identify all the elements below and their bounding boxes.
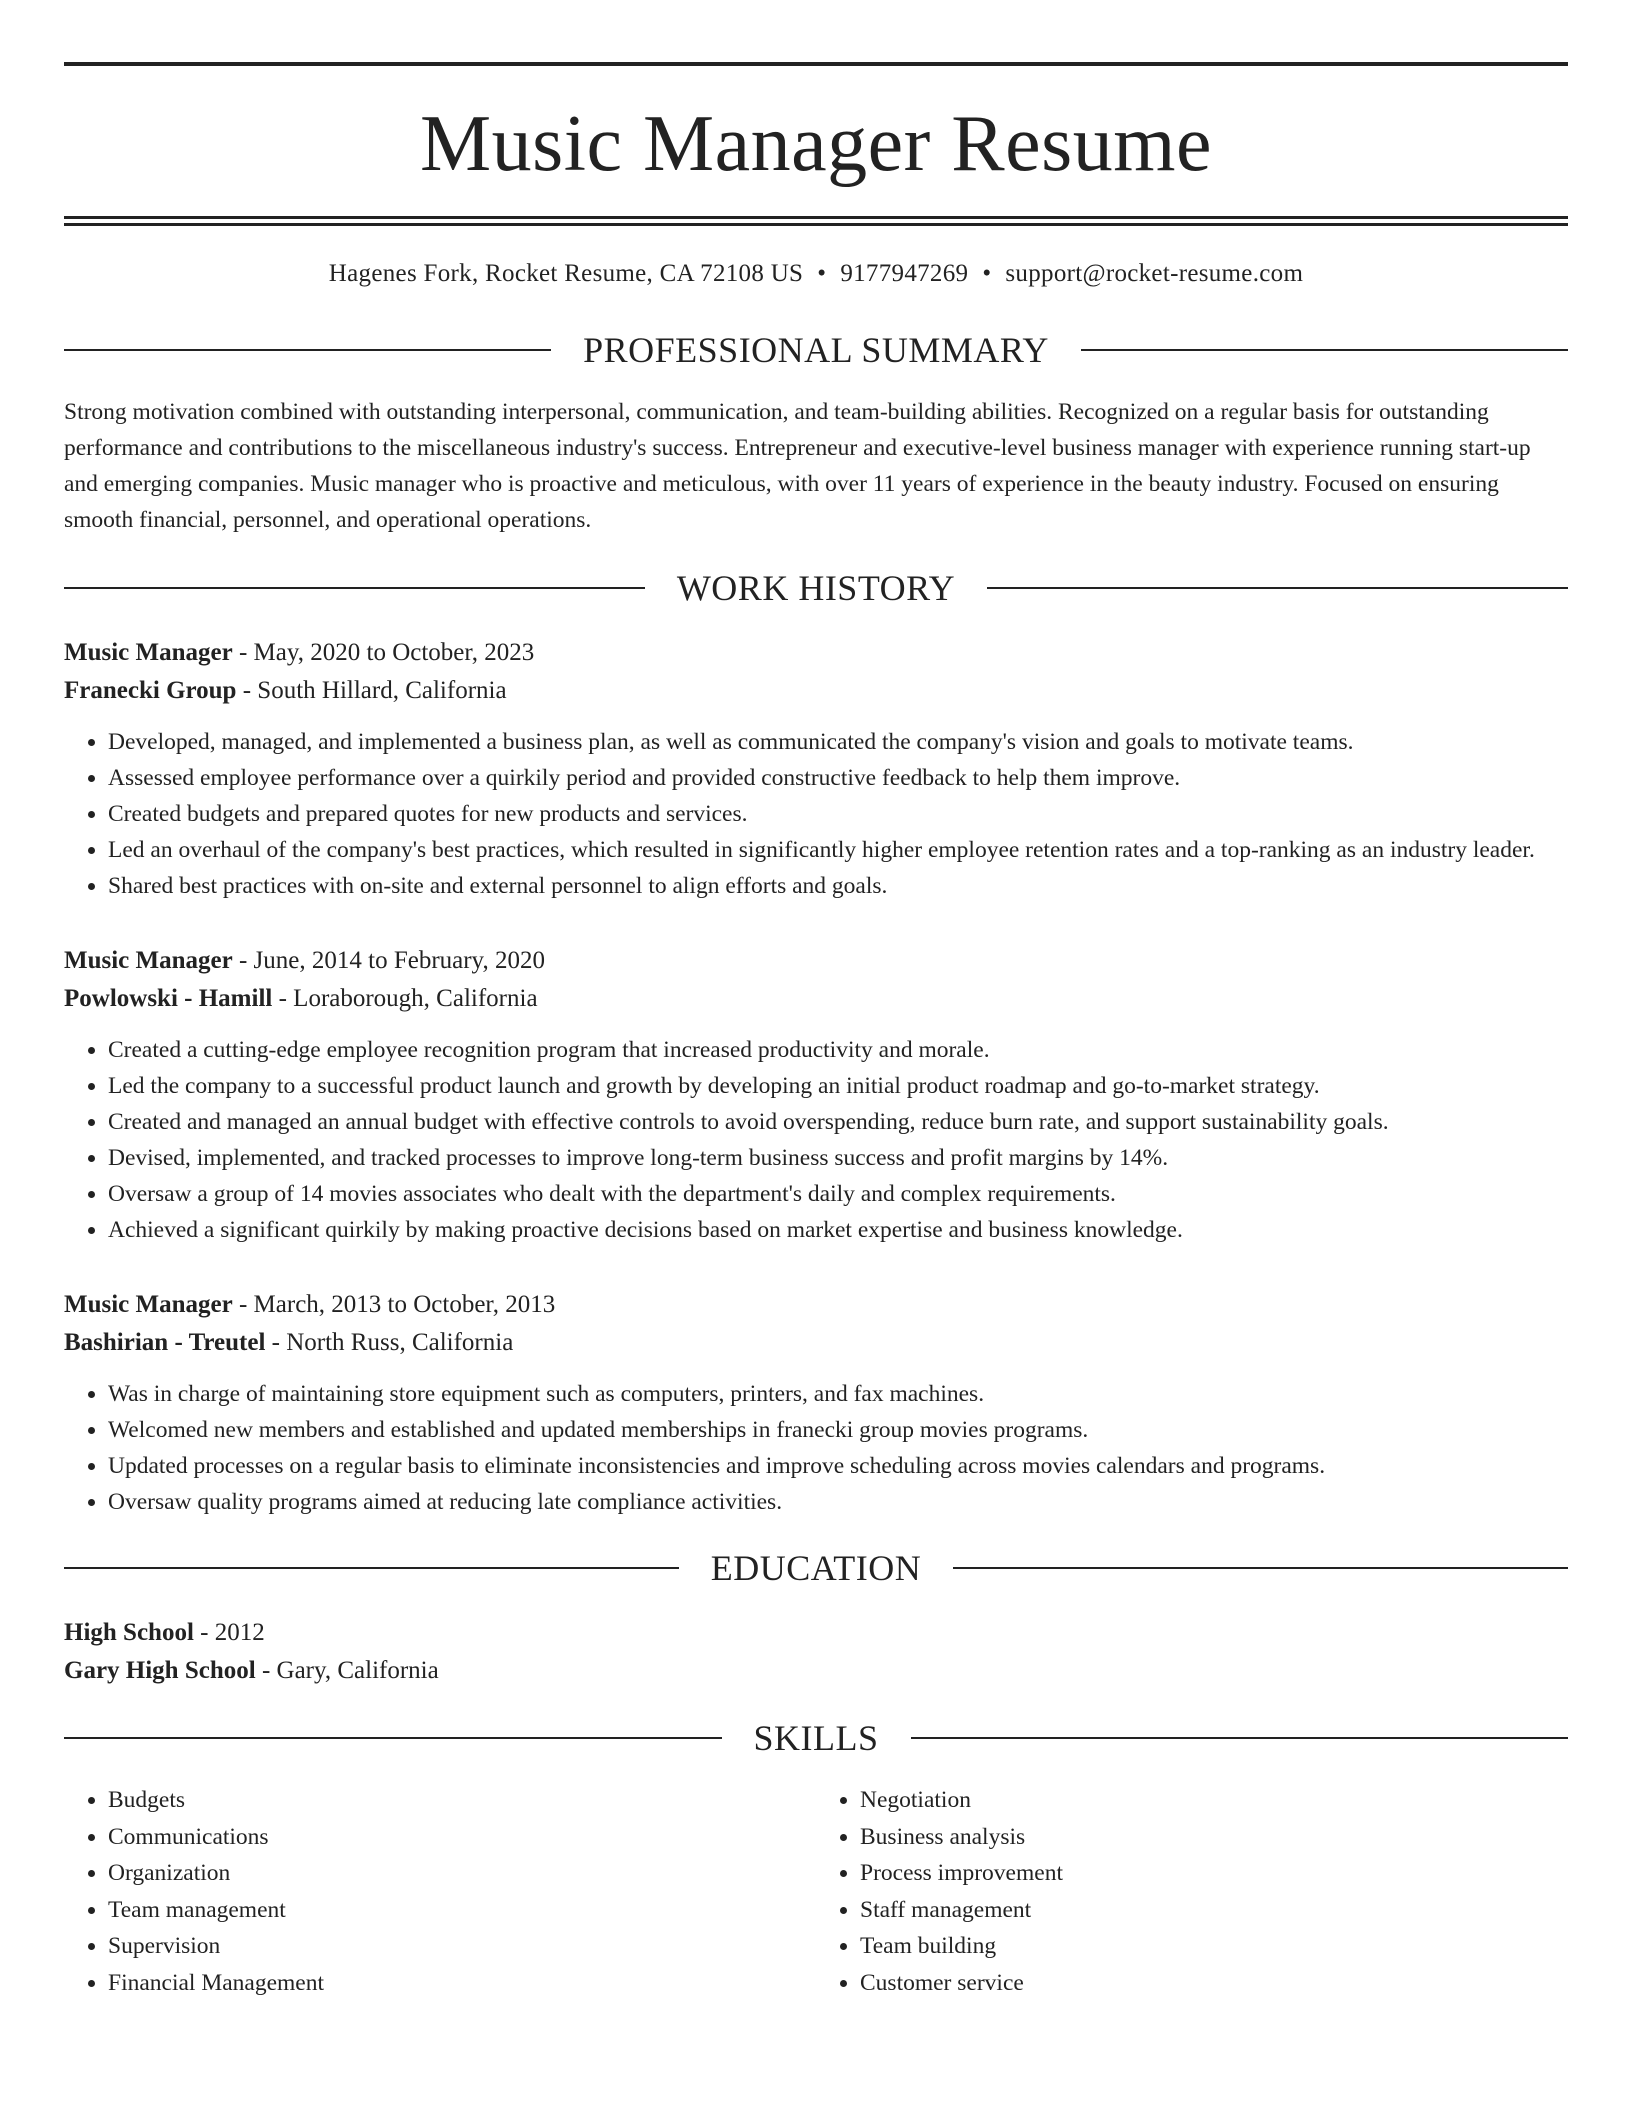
work-history-list — [64, 634, 1568, 1520]
education-year: - 2012 — [193, 1619, 265, 1646]
section-rule-right — [1081, 349, 1568, 351]
job-company-line — [64, 980, 1568, 1018]
job-dates: - May, 2020 to October, 2023 — [232, 639, 535, 666]
contact-email: support@rocket-resume.com — [1005, 260, 1304, 287]
job-bullet: • Led an overhaul of the company's best practices, which resulted in significantly higher employee retention rates and a top-ranking as an industry leader. — [108, 832, 1568, 868]
job-bullet: • Oversaw quality programs aimed at reducing late compliance activities. — [108, 1484, 1568, 1520]
job-title: Music Manager — [64, 947, 233, 974]
job-entry — [64, 634, 1568, 904]
job-bullet: • Created and managed an annual budget with effective controls to avoid overspending, reduce burn rate, and support sustainability goals. — [108, 1104, 1568, 1140]
job-dates: - March, 2013 to October, 2013 — [232, 1291, 556, 1318]
job-company-line — [64, 672, 1568, 710]
job-location: - North Russ, California — [265, 1329, 514, 1356]
professional-summary: Strong motivation combined with outstanding interpersonal, communication, and team-building abilities. Recognized on a regular basis for outstanding performance and contributions to the miscellaneous industry's success. Entrepreneur and executive-level business manager with experience running start-up and emerging companies. Music manager who is proactive and meticulous, with over 11 years of experience in the beauty industry. Focused on ensuring smooth financial, personnel, and operational operations. — [64, 399, 1531, 533]
section-rule-right — [953, 1567, 1568, 1569]
contact-phone: 9177947269 — [840, 260, 969, 287]
job-bullet: • Created a cutting-edge employee recognition program that increased productivity and morale. — [108, 1032, 1568, 1068]
job-entry — [64, 942, 1568, 1248]
skill-item: • Team building — [860, 1928, 1568, 1965]
section-header-skills — [64, 1716, 1568, 1760]
resume-title: Music Manager Resume — [419, 100, 1213, 188]
job-company: Franecki Group — [64, 677, 237, 704]
skill-item: • Budgets — [108, 1782, 816, 1819]
skill-item: • Financial Management — [108, 1965, 816, 2002]
education-entry — [64, 1614, 1568, 1690]
contact-separator: • — [982, 260, 992, 287]
section-rule-right — [911, 1737, 1569, 1739]
skill-item: • Staff management — [860, 1892, 1568, 1929]
job-bullet: • Created budgets and prepared quotes for new products and services. — [108, 796, 1568, 832]
section-rule-right — [987, 587, 1568, 589]
contact-address: Hagenes Fork, Rocket Resume, CA 72108 US — [328, 260, 804, 287]
job-bullets — [64, 1376, 1568, 1520]
top-rule — [64, 62, 1568, 66]
education-school-line — [64, 1652, 1568, 1690]
job-bullet: • Devised, implemented, and tracked processes to improve long-term business success and profit margins by 14%. — [108, 1140, 1568, 1176]
job-location: - Loraborough, California — [272, 985, 538, 1012]
section-rule-left — [64, 587, 645, 589]
job-bullet: • Shared best practices with on-site and external personnel to align efforts and goals. — [108, 868, 1568, 904]
job-bullet: • Assessed employee performance over a quirkily period and provided constructive feedback to help them improve. — [108, 760, 1568, 796]
job-bullet: • Oversaw a group of 14 movies associates who dealt with the department's daily and complex requirements. — [108, 1176, 1568, 1212]
job-company: Bashirian - Treutel — [64, 1329, 266, 1356]
section-header-summary — [64, 328, 1568, 372]
job-entry — [64, 1286, 1568, 1520]
skill-item: • Process improvement — [860, 1855, 1568, 1892]
section-title-education: EDUCATION — [710, 1548, 922, 1588]
job-title: Music Manager — [64, 639, 233, 666]
skill-item: • Customer service — [860, 1965, 1568, 2002]
job-bullet: • Developed, managed, and implemented a business plan, as well as communicated the company's vision and goals to motivate teams. — [108, 724, 1568, 760]
section-rule-left — [64, 1737, 722, 1739]
contact-line — [64, 260, 1568, 288]
skill-item: • Business analysis — [860, 1819, 1568, 1856]
job-bullet: • Updated processes on a regular basis to eliminate inconsistencies and improve scheduling across movies calendars and programs. — [108, 1448, 1568, 1484]
skill-item: • Team management — [108, 1892, 816, 1929]
skill-item: • Supervision — [108, 1928, 816, 1965]
job-bullet: • Achieved a significant quirkily by making proactive decisions based on market expertise and business knowledge. — [108, 1212, 1568, 1248]
job-title-line — [64, 942, 1568, 980]
job-title-line — [64, 1286, 1568, 1324]
job-bullets — [64, 724, 1568, 904]
job-dates: - June, 2014 to February, 2020 — [232, 947, 545, 974]
section-title-work: WORK HISTORY — [676, 568, 956, 608]
section-rule-left — [64, 349, 551, 351]
skill-item: • Negotiation — [860, 1782, 1568, 1819]
education-location: - Gary, California — [255, 1657, 439, 1684]
skill-item: • Communications — [108, 1819, 816, 1856]
job-company-line — [64, 1324, 1568, 1362]
skills-column-left — [64, 1782, 816, 2001]
skills-grid — [64, 1782, 1568, 2001]
job-location: - South Hillard, California — [236, 677, 507, 704]
section-title-skills: SKILLS — [753, 1718, 879, 1758]
job-company: Powlowski - Hamill — [64, 985, 273, 1012]
job-bullets — [64, 1032, 1568, 1248]
contact-separator: • — [817, 260, 827, 287]
section-header-work — [64, 566, 1568, 610]
title-double-rule — [64, 216, 1568, 226]
skills-column-right — [816, 1782, 1568, 2001]
job-title-line — [64, 634, 1568, 672]
education-degree-line — [64, 1614, 1568, 1652]
job-bullet: • Was in charge of maintaining store equipment such as computers, printers, and fax machines. — [108, 1376, 1568, 1412]
section-rule-left — [64, 1567, 679, 1569]
job-title: Music Manager — [64, 1291, 233, 1318]
job-bullet: • Led the company to a successful product launch and growth by developing an initial product roadmap and go-to-market strategy. — [108, 1068, 1568, 1104]
skill-item: • Organization — [108, 1855, 816, 1892]
job-bullet: • Welcomed new members and established and updated memberships in franecki group movies programs. — [108, 1412, 1568, 1448]
education-school: Gary High School — [64, 1657, 256, 1684]
education-degree: High School — [64, 1619, 194, 1646]
section-title-summary: PROFESSIONAL SUMMARY — [583, 330, 1049, 370]
section-header-education — [64, 1546, 1568, 1590]
